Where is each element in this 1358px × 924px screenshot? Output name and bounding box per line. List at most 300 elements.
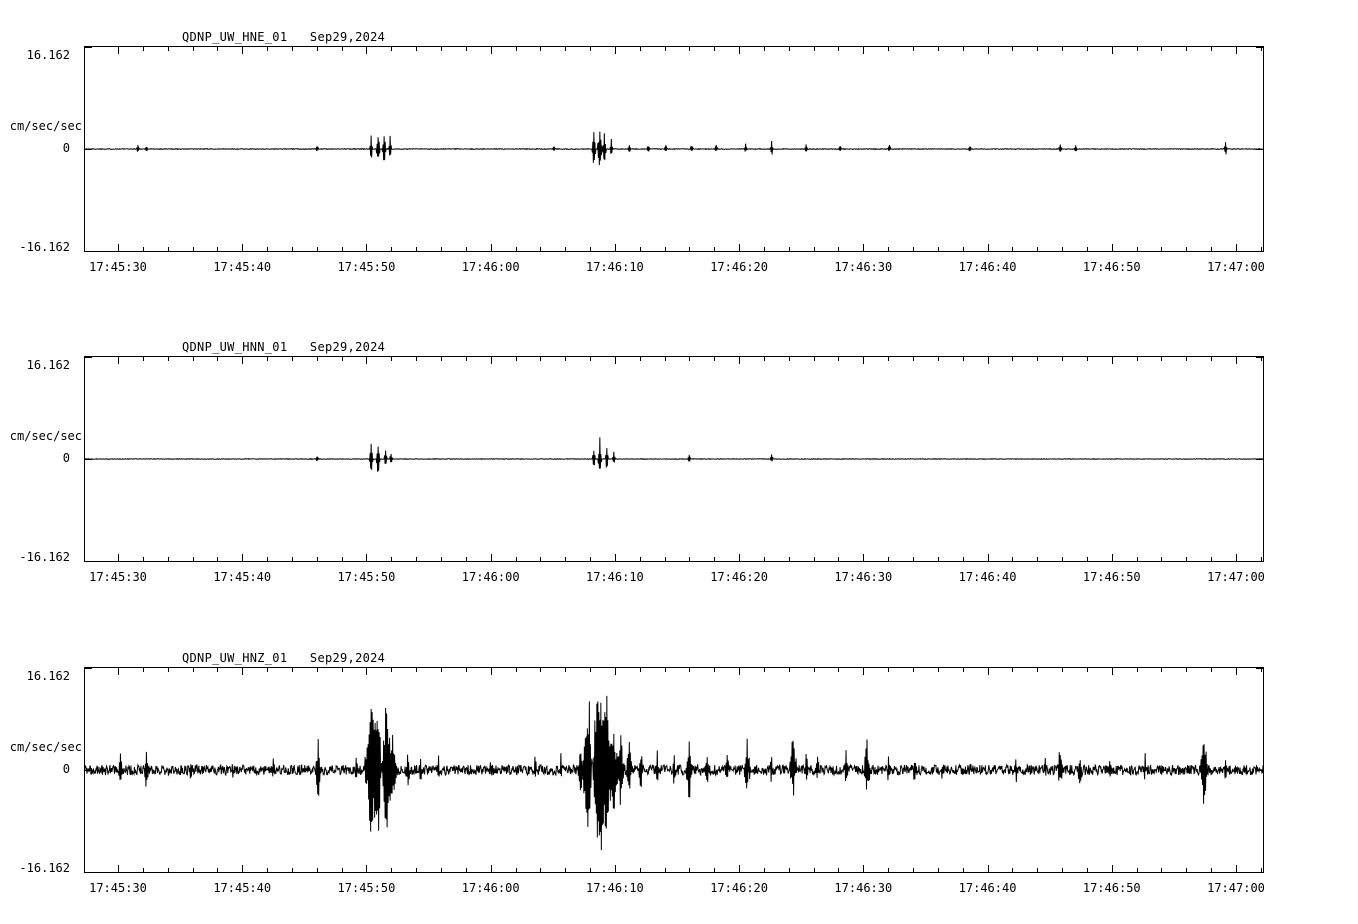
x-tick-top xyxy=(988,356,989,364)
x-tick-bottom xyxy=(1012,868,1013,873)
x-tick-top xyxy=(888,356,889,361)
x-tick-top xyxy=(665,667,666,672)
x-tick-bottom xyxy=(193,868,194,873)
y-tick-min-hnz: -16.162 xyxy=(19,861,70,875)
y-tick xyxy=(1256,872,1264,873)
trace-title-hne: QDNP_UW_HNE_01 Sep29,2024 xyxy=(182,30,386,44)
x-tick-label: 17:46:10 xyxy=(585,881,644,895)
x-tick-bottom xyxy=(441,557,442,562)
x-tick-bottom xyxy=(913,247,914,252)
x-tick-bottom xyxy=(540,868,541,873)
y-tick-max-hnz: 16.162 xyxy=(26,669,70,683)
x-tick-bottom xyxy=(640,868,641,873)
x-tick-bottom xyxy=(441,868,442,873)
x-tick-top xyxy=(317,46,318,51)
x-tick-top xyxy=(217,356,218,361)
x-tick-bottom xyxy=(789,868,790,873)
x-tick-top xyxy=(963,46,964,51)
x-tick-bottom xyxy=(242,244,243,252)
y-tick xyxy=(1256,459,1264,460)
x-tick-top xyxy=(714,46,715,51)
x-tick-bottom xyxy=(317,868,318,873)
waveform-hnz xyxy=(85,668,1263,872)
x-tick-bottom xyxy=(764,247,765,252)
x-tick-top xyxy=(714,667,715,672)
x-tick-top xyxy=(168,46,169,51)
x-tick-top xyxy=(1137,667,1138,672)
x-tick-bottom xyxy=(1137,557,1138,562)
x-tick-top xyxy=(1112,667,1113,675)
x-tick-label: 17:46:20 xyxy=(710,881,768,895)
x-tick-bottom xyxy=(913,868,914,873)
x-tick-top xyxy=(491,667,492,675)
x-tick-label: 17:46:00 xyxy=(461,570,520,584)
x-tick-top xyxy=(342,356,343,361)
x-tick-bottom xyxy=(441,247,442,252)
x-tick-top xyxy=(416,356,417,361)
x-tick-top xyxy=(863,356,864,364)
x-tick-bottom xyxy=(590,247,591,252)
x-tick-top xyxy=(814,667,815,672)
x-tick-bottom xyxy=(193,247,194,252)
x-tick-top xyxy=(391,356,392,361)
x-tick-top xyxy=(242,356,243,364)
x-tick-top xyxy=(441,356,442,361)
x-tick-top xyxy=(814,46,815,51)
x-tick-top xyxy=(516,667,517,672)
x-tick-top xyxy=(1236,667,1237,675)
x-tick-top xyxy=(193,356,194,361)
x-tick-bottom xyxy=(888,868,889,873)
x-tick-bottom xyxy=(168,247,169,252)
x-tick-bottom xyxy=(938,557,939,562)
x-tick-top xyxy=(1112,46,1113,54)
x-tick-label: 17:45:30 xyxy=(89,570,147,584)
x-tick-top xyxy=(665,46,666,51)
x-tick-top xyxy=(814,356,815,361)
x-tick-top xyxy=(168,356,169,361)
waveform-path xyxy=(85,437,1263,471)
x-tick-top xyxy=(267,667,268,672)
x-tick-bottom xyxy=(838,868,839,873)
x-tick-top xyxy=(143,667,144,672)
x-tick-bottom xyxy=(640,247,641,252)
x-tick-bottom xyxy=(516,868,517,873)
x-tick-bottom xyxy=(764,868,765,873)
x-tick-bottom xyxy=(1112,865,1113,873)
x-tick-top xyxy=(366,667,367,675)
x-tick-bottom xyxy=(118,554,119,562)
x-tick-top xyxy=(441,46,442,51)
x-tick-top xyxy=(242,46,243,54)
x-tick-top xyxy=(267,46,268,51)
x-tick-top xyxy=(565,46,566,51)
x-tick-label: 17:46:20 xyxy=(710,260,768,274)
x-tick-bottom xyxy=(391,557,392,562)
x-tick-top xyxy=(640,46,641,51)
x-tick-top xyxy=(789,46,790,51)
y-tick xyxy=(1256,357,1264,358)
x-tick-bottom xyxy=(491,865,492,873)
y-axis-units-hnn: cm/sec/sec xyxy=(9,429,82,443)
x-tick-bottom xyxy=(689,557,690,562)
x-tick-bottom xyxy=(217,868,218,873)
x-tick-label: 17:46:40 xyxy=(958,260,1017,274)
y-axis-units-hne: cm/sec/sec xyxy=(9,119,82,133)
x-tick-top xyxy=(689,667,690,672)
x-tick-bottom xyxy=(342,557,343,562)
x-tick-bottom xyxy=(1137,247,1138,252)
x-tick-bottom xyxy=(963,868,964,873)
x-tick-bottom xyxy=(1137,868,1138,873)
x-tick-bottom xyxy=(814,868,815,873)
x-tick-top xyxy=(540,667,541,672)
x-tick-top xyxy=(1161,46,1162,51)
x-tick-top xyxy=(491,356,492,364)
x-tick-label: 17:45:50 xyxy=(337,570,396,584)
x-tick-top xyxy=(1211,667,1212,672)
x-tick-top xyxy=(292,46,293,51)
y-tick-max-hnn: 16.162 xyxy=(26,358,70,372)
y-tick-min-hnn: -16.162 xyxy=(19,550,70,564)
x-tick-top xyxy=(590,46,591,51)
x-tick-bottom xyxy=(565,247,566,252)
x-tick-bottom xyxy=(1087,247,1088,252)
x-tick-top xyxy=(1211,46,1212,51)
x-tick-bottom xyxy=(118,244,119,252)
x-tick-top xyxy=(888,46,889,51)
x-tick-label: 17:45:40 xyxy=(213,570,272,584)
x-tick-top xyxy=(441,667,442,672)
x-tick-top xyxy=(764,46,765,51)
x-tick-bottom xyxy=(242,865,243,873)
x-tick-bottom xyxy=(317,557,318,562)
waveform-hne xyxy=(85,47,1263,251)
x-tick-bottom xyxy=(1012,557,1013,562)
x-tick-bottom xyxy=(342,868,343,873)
x-tick-bottom xyxy=(640,557,641,562)
y-tick xyxy=(84,561,92,562)
x-tick-bottom xyxy=(938,247,939,252)
x-tick-bottom xyxy=(1186,247,1187,252)
x-tick-top xyxy=(640,667,641,672)
x-tick-top xyxy=(615,667,616,675)
x-tick-top xyxy=(466,46,467,51)
y-tick xyxy=(1256,561,1264,562)
x-tick-label: 17:46:50 xyxy=(1082,260,1141,274)
x-tick-bottom xyxy=(168,868,169,873)
x-tick-bottom xyxy=(540,247,541,252)
x-tick-bottom xyxy=(491,554,492,562)
x-tick-bottom xyxy=(988,865,989,873)
y-tick xyxy=(84,357,92,358)
x-tick-bottom xyxy=(1236,865,1237,873)
x-tick-top xyxy=(590,356,591,361)
x-tick-top xyxy=(913,46,914,51)
x-tick-bottom xyxy=(1062,557,1063,562)
x-tick-top xyxy=(689,356,690,361)
x-tick-top xyxy=(789,356,790,361)
x-tick-top xyxy=(193,46,194,51)
x-tick-bottom xyxy=(342,247,343,252)
x-tick-top xyxy=(366,46,367,54)
x-tick-top xyxy=(963,667,964,672)
x-tick-bottom xyxy=(913,557,914,562)
y-tick xyxy=(1256,251,1264,252)
x-tick-bottom xyxy=(1211,557,1212,562)
x-tick-bottom xyxy=(963,557,964,562)
x-tick-bottom xyxy=(1037,557,1038,562)
x-tick-top xyxy=(764,667,765,672)
x-tick-bottom xyxy=(466,557,467,562)
y-axis-units-hnz: cm/sec/sec xyxy=(9,740,82,754)
x-tick-top xyxy=(863,46,864,54)
x-tick-top xyxy=(863,667,864,675)
x-tick-bottom xyxy=(391,868,392,873)
x-tick-bottom xyxy=(416,557,417,562)
x-tick-top xyxy=(1161,667,1162,672)
x-tick-top xyxy=(739,667,740,675)
x-tick-label: 17:45:30 xyxy=(89,881,147,895)
x-tick-label: 17:46:40 xyxy=(958,570,1017,584)
x-tick-bottom xyxy=(217,557,218,562)
waveform-path xyxy=(85,132,1263,165)
x-tick-bottom xyxy=(1062,247,1063,252)
x-tick-top xyxy=(1186,356,1187,361)
x-tick-label: 17:45:50 xyxy=(337,260,396,274)
x-tick-bottom xyxy=(118,865,119,873)
waveform-path xyxy=(85,696,1263,850)
x-tick-top xyxy=(1062,356,1063,361)
x-tick-top xyxy=(838,46,839,51)
x-tick-top xyxy=(888,667,889,672)
x-tick-top xyxy=(416,46,417,51)
x-tick-label: 17:45:40 xyxy=(213,260,272,274)
x-tick-bottom xyxy=(689,247,690,252)
x-tick-top xyxy=(615,356,616,364)
y-tick xyxy=(84,459,92,460)
x-tick-top xyxy=(1137,356,1138,361)
y-tick-max-hne: 16.162 xyxy=(26,48,70,62)
x-tick-bottom xyxy=(838,557,839,562)
x-tick-bottom xyxy=(689,868,690,873)
x-tick-bottom xyxy=(193,557,194,562)
x-tick-bottom xyxy=(888,557,889,562)
x-tick-bottom xyxy=(1112,244,1113,252)
waveform-hnn xyxy=(85,357,1263,561)
x-tick-label: 17:47:00 xyxy=(1207,881,1265,895)
x-tick-top xyxy=(118,356,119,364)
x-tick-top xyxy=(1062,667,1063,672)
x-tick-label: 17:46:40 xyxy=(958,881,1017,895)
x-tick-bottom xyxy=(516,557,517,562)
x-tick-bottom xyxy=(863,554,864,562)
x-tick-top xyxy=(1087,46,1088,51)
x-tick-top xyxy=(565,667,566,672)
x-tick-bottom xyxy=(466,868,467,873)
x-tick-bottom xyxy=(814,557,815,562)
x-tick-bottom xyxy=(739,244,740,252)
y-tick xyxy=(84,668,92,669)
x-tick-top xyxy=(1087,356,1088,361)
x-tick-bottom xyxy=(739,554,740,562)
x-tick-bottom xyxy=(217,247,218,252)
x-tick-top xyxy=(1236,46,1237,54)
trace-panel-hnn xyxy=(0,306,1358,606)
x-tick-bottom xyxy=(1037,868,1038,873)
x-tick-top xyxy=(838,356,839,361)
x-tick-top xyxy=(118,46,119,54)
x-tick-bottom xyxy=(565,868,566,873)
x-tick-bottom xyxy=(838,247,839,252)
x-tick-top xyxy=(516,46,517,51)
x-tick-top xyxy=(739,46,740,54)
x-tick-top xyxy=(143,356,144,361)
trace-panel-hne xyxy=(0,0,1358,300)
x-tick-bottom xyxy=(1186,868,1187,873)
x-tick-top xyxy=(391,667,392,672)
x-tick-top xyxy=(391,46,392,51)
x-tick-top xyxy=(913,356,914,361)
y-tick-zero-hnz: 0 xyxy=(62,762,70,776)
y-tick xyxy=(84,47,92,48)
x-tick-top xyxy=(193,667,194,672)
x-tick-bottom xyxy=(267,868,268,873)
x-tick-bottom xyxy=(267,247,268,252)
x-tick-top xyxy=(739,356,740,364)
x-tick-bottom xyxy=(863,865,864,873)
x-tick-top xyxy=(1012,46,1013,51)
x-tick-bottom xyxy=(590,557,591,562)
x-tick-label: 17:46:00 xyxy=(461,881,520,895)
x-tick-bottom xyxy=(1112,554,1113,562)
x-tick-top xyxy=(988,667,989,675)
x-tick-bottom xyxy=(888,247,889,252)
x-tick-bottom xyxy=(714,557,715,562)
x-tick-bottom xyxy=(1211,868,1212,873)
x-tick-top xyxy=(466,356,467,361)
x-tick-top xyxy=(1037,46,1038,51)
x-tick-top xyxy=(689,46,690,51)
x-tick-label: 17:46:00 xyxy=(461,260,520,274)
x-tick-top xyxy=(366,356,367,364)
x-tick-top xyxy=(516,356,517,361)
x-tick-bottom xyxy=(292,557,293,562)
x-tick-top xyxy=(789,667,790,672)
x-tick-top xyxy=(416,667,417,672)
x-tick-bottom xyxy=(789,557,790,562)
y-tick xyxy=(1256,47,1264,48)
x-tick-top xyxy=(342,667,343,672)
trace-title-hnz: QDNP_UW_HNZ_01 Sep29,2024 xyxy=(182,651,386,665)
x-tick-bottom xyxy=(615,244,616,252)
x-tick-label: 17:46:30 xyxy=(834,881,893,895)
x-tick-bottom xyxy=(366,554,367,562)
x-tick-bottom xyxy=(1236,244,1237,252)
x-tick-bottom xyxy=(292,868,293,873)
x-tick-bottom xyxy=(391,247,392,252)
x-tick-top xyxy=(267,356,268,361)
x-tick-label: 17:46:50 xyxy=(1082,570,1141,584)
x-tick-bottom xyxy=(988,554,989,562)
y-tick xyxy=(84,872,92,873)
x-tick-bottom xyxy=(963,247,964,252)
x-tick-bottom xyxy=(1186,557,1187,562)
x-tick-bottom xyxy=(863,244,864,252)
x-tick-bottom xyxy=(516,247,517,252)
x-tick-label: 17:45:50 xyxy=(337,881,396,895)
trace-panel-hnz xyxy=(0,612,1358,924)
x-tick-bottom xyxy=(540,557,541,562)
x-tick-bottom xyxy=(466,247,467,252)
x-tick-top xyxy=(714,356,715,361)
x-tick-top xyxy=(565,356,566,361)
x-tick-bottom xyxy=(789,247,790,252)
x-tick-bottom xyxy=(242,554,243,562)
x-tick-top xyxy=(913,667,914,672)
x-tick-bottom xyxy=(1087,868,1088,873)
x-tick-top xyxy=(1186,46,1187,51)
x-tick-top xyxy=(590,667,591,672)
y-tick xyxy=(84,149,92,150)
x-tick-top xyxy=(640,356,641,361)
y-tick xyxy=(1256,149,1264,150)
x-tick-top xyxy=(540,356,541,361)
x-tick-top xyxy=(143,46,144,51)
y-tick xyxy=(1256,770,1264,771)
plot-area-hnz xyxy=(84,667,1264,873)
x-tick-label: 17:46:30 xyxy=(834,260,893,274)
x-tick-top xyxy=(1062,46,1063,51)
x-tick-top xyxy=(342,46,343,51)
x-tick-bottom xyxy=(615,865,616,873)
x-tick-bottom xyxy=(143,557,144,562)
x-tick-bottom xyxy=(739,865,740,873)
x-tick-top xyxy=(292,356,293,361)
x-tick-top xyxy=(540,46,541,51)
x-tick-top xyxy=(317,356,318,361)
x-tick-top xyxy=(1211,356,1212,361)
x-tick-top xyxy=(1137,46,1138,51)
x-tick-bottom xyxy=(615,554,616,562)
x-tick-top xyxy=(838,667,839,672)
x-tick-top xyxy=(938,356,939,361)
x-tick-top xyxy=(1161,356,1162,361)
x-tick-bottom xyxy=(366,244,367,252)
x-tick-bottom xyxy=(267,557,268,562)
y-tick xyxy=(1256,668,1264,669)
x-tick-bottom xyxy=(814,247,815,252)
x-tick-top xyxy=(242,667,243,675)
x-tick-bottom xyxy=(1161,868,1162,873)
x-tick-label: 17:45:40 xyxy=(213,881,272,895)
x-tick-label: 17:47:00 xyxy=(1207,260,1265,274)
x-tick-top xyxy=(665,356,666,361)
x-tick-label: 17:46:10 xyxy=(585,260,644,274)
x-tick-label: 17:46:20 xyxy=(710,570,768,584)
x-tick-bottom xyxy=(1236,554,1237,562)
x-tick-bottom xyxy=(988,244,989,252)
y-tick-min-hne: -16.162 xyxy=(19,240,70,254)
x-tick-bottom xyxy=(1161,247,1162,252)
x-tick-bottom xyxy=(491,244,492,252)
x-tick-top xyxy=(1112,356,1113,364)
x-tick-top xyxy=(466,667,467,672)
y-tick-zero-hne: 0 xyxy=(62,141,70,155)
x-tick-bottom xyxy=(1211,247,1212,252)
x-tick-bottom xyxy=(714,247,715,252)
x-tick-label: 17:46:30 xyxy=(834,570,893,584)
